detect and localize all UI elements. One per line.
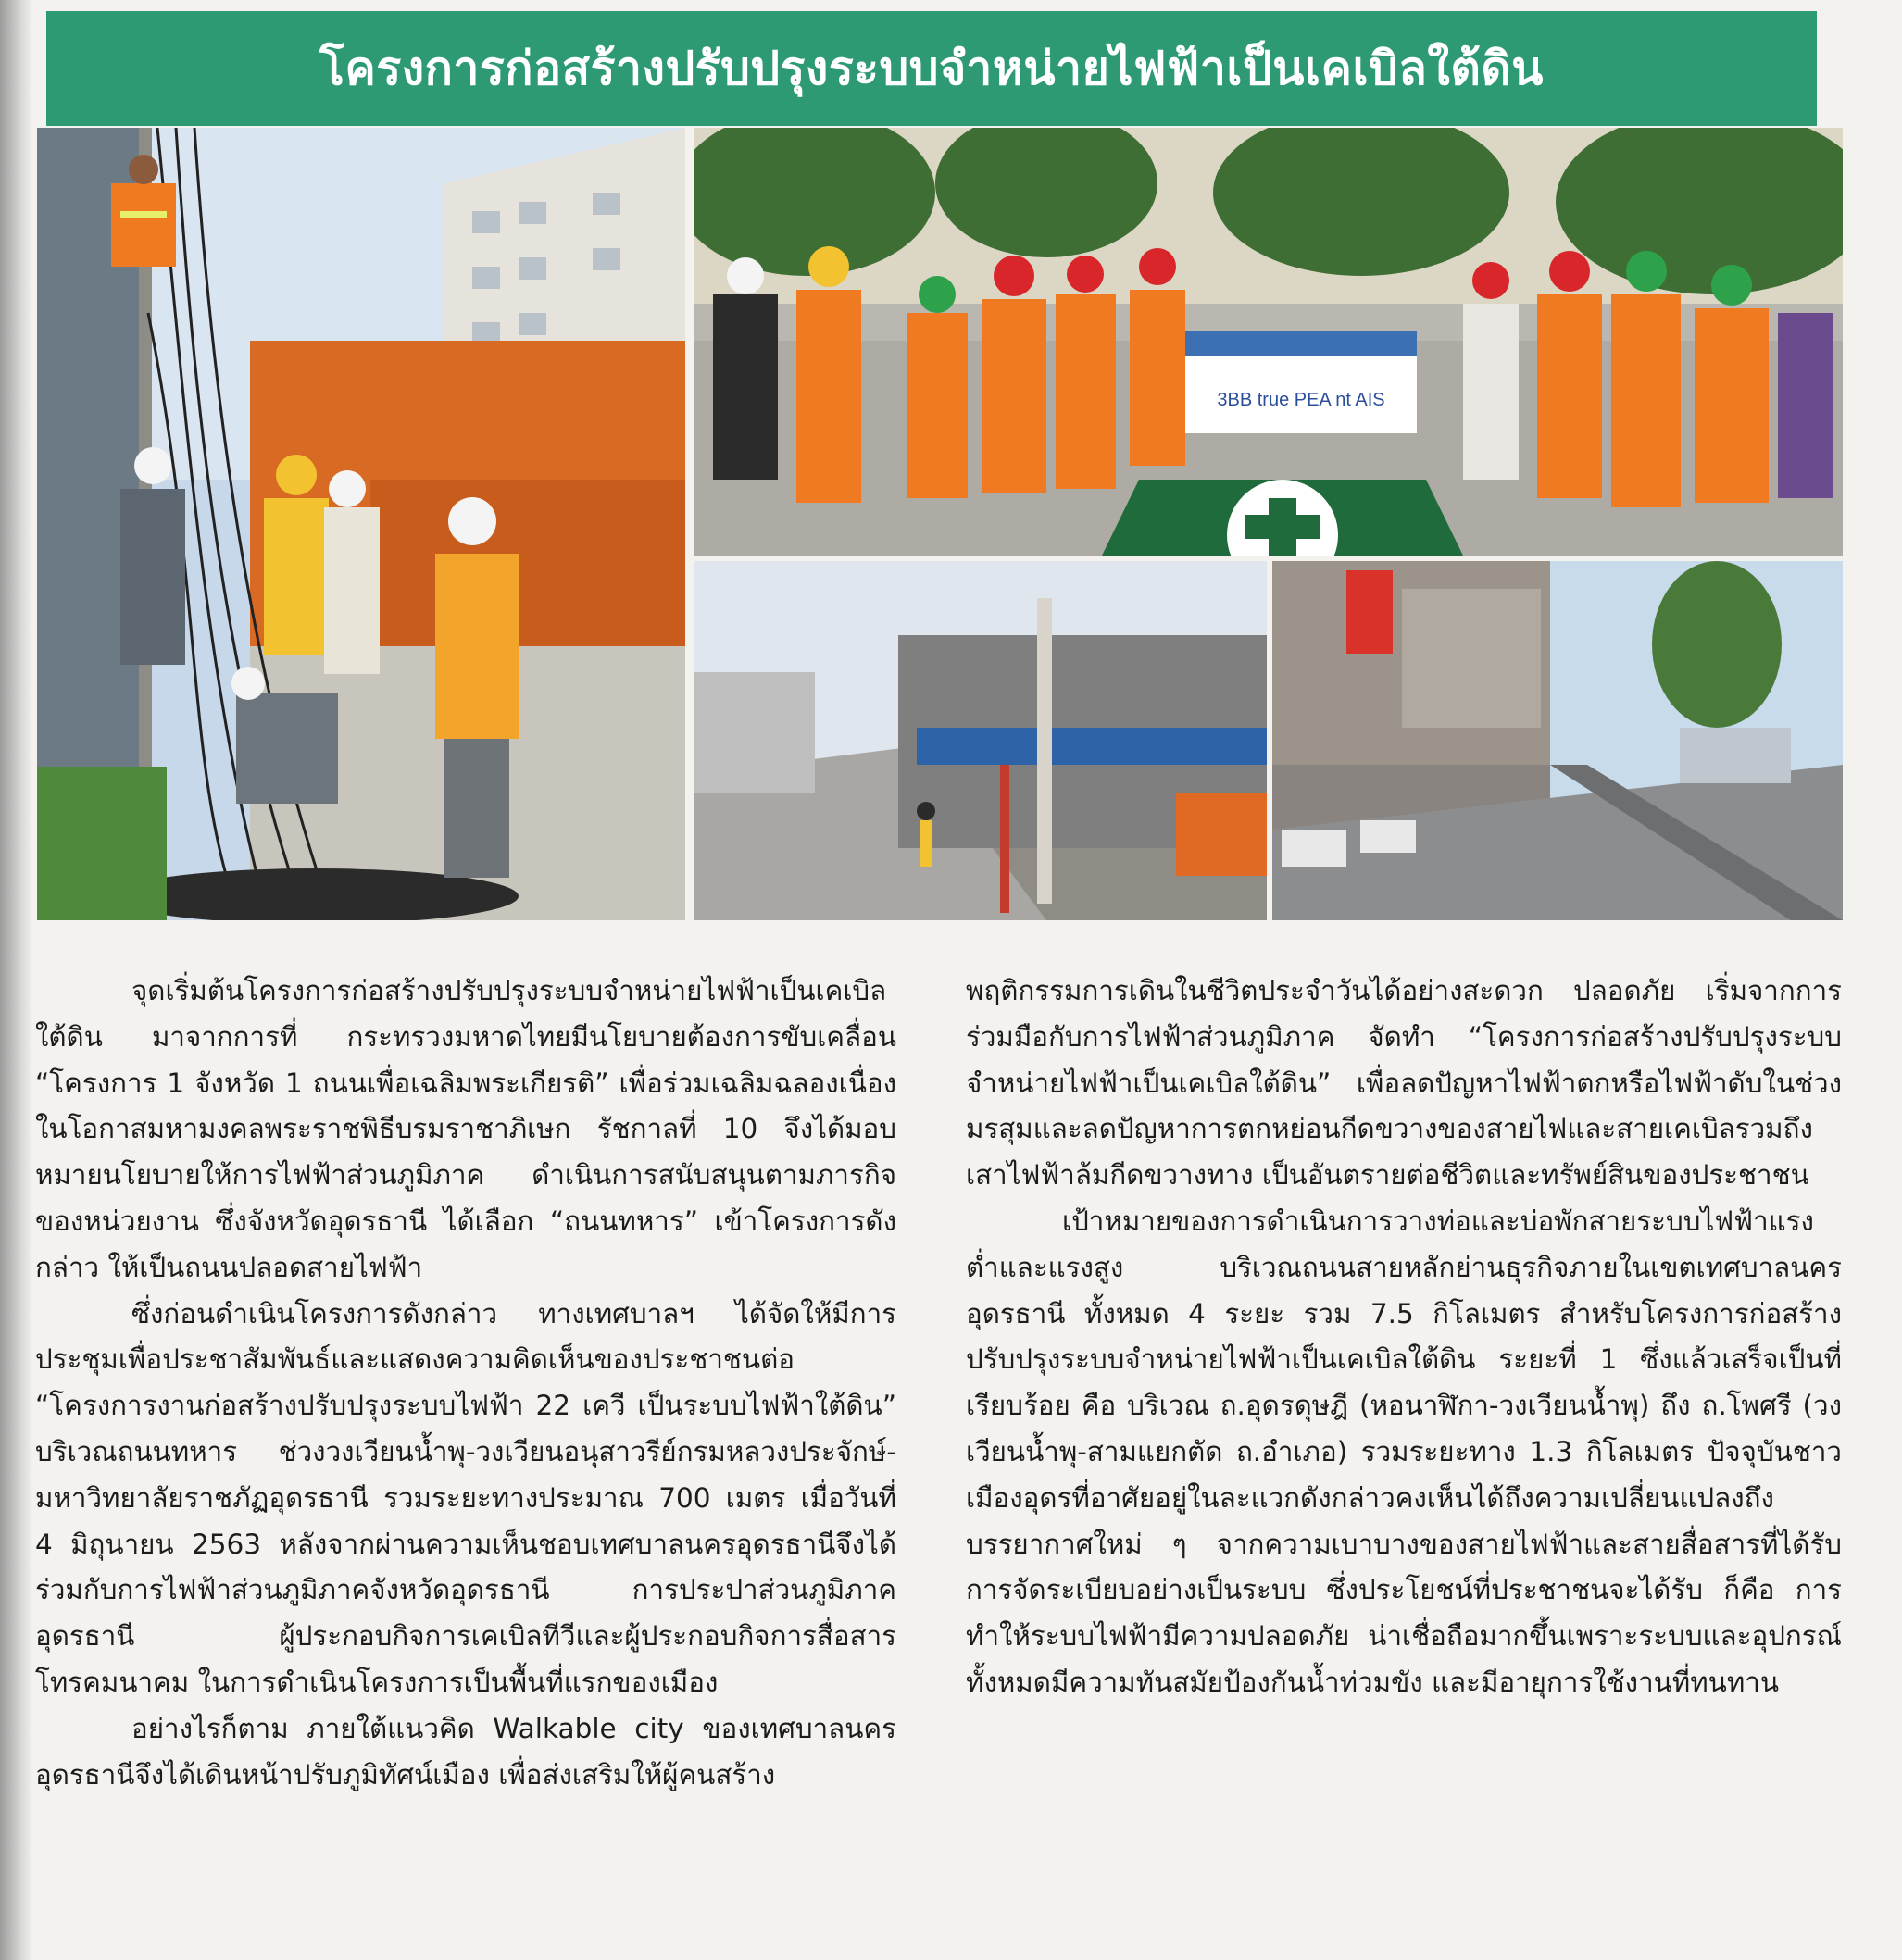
- page-title: โครงการก่อสร้างปรับปรุงระบบจำหน่ายไฟฟ้าเป็นเคเบิลใต้ดิน: [319, 41, 1544, 95]
- page-spine-shadow: [0, 0, 31, 1960]
- group-photo: [694, 128, 1843, 556]
- paragraph: พฤติกรรมการเดินในชีวิตประจำวันได้อย่างสะดวก ปลอดภัย เริ่มจากการร่วมมือกับการไฟฟ้าส่วนภูมิภาค จัดทำ “โครงการก่อสร้างปรับปรุงระบบจำหน่ายไฟฟ้าเป็นเคเบิลใต้ดิน” เพื่อลดปัญหาไฟฟ้าตกหรือไฟฟ้าดับในช่วงมรสุมและลดปัญหาการตกหย่อนกีดขวางของสายไฟและสายเคเบิลรวมถึงเสาไฟฟ้าล้มกีดขวางทาง เป็นอันตรายต่อชีวิตและทรัพย์สินของประชาชน: [966, 975, 1842, 1192]
- paragraph: ซึ่งก่อนดำเนินโครงการดังกล่าว ทางเทศบาลฯ ได้จัดให้มีการประชุมเพื่อประชาสัมพันธ์และแสดงความคิดเห็นของประชาชนต่อ “โครงการงานก่อสร้างปรับปรุงระบบไฟฟ้า 22 เควี เป็นระบบไฟฟ้าใต้ดิน” บริเวณถนนทหาร ช่วงวงเวียนน้ำพุ-วงเวียนอนุสาวรีย์กรมหลวงประจักษ์-มหาวิทยาลัยราชภัฏอุดรธานี รวมระยะทางประมาณ 700 เมตร เมื่อวันที่ 4 มิถุนายน 2563 หลังจากผ่านความเห็นชอบเทศบาลนครอุดรธานีจึงได้ร่วมกับการไฟฟ้าส่วนภูมิภาคจังหวัดอุดรธานี การประปาส่วนภูมิภาคอุดรธานี ผู้ประกอบกิจการเคเบิลทีวีและผู้ประกอบกิจการสื่อสารโทรคมนาคม ในการดำเนินโครงการเป็นพื้นที่แรกของเมือง: [35, 1297, 896, 1698]
- photo-clean-street: [1272, 561, 1843, 920]
- photo-group: [694, 128, 1843, 556]
- paragraph: จุดเริ่มต้นโครงการก่อสร้างปรับปรุงระบบจำหน่ายไฟฟ้าเป็นเคเบิลใต้ดิน มาจากการที่ กระทรวงมหาดไทยมีนโยบายต้องการขับเคลื่อน “โครงการ 1 จังหวัด 1 ถนนเพื่อเฉลิมพระเกียรติ” เพื่อร่วมเฉลิมฉลองเนื่องในโอกาสมหามงคลพระราชพิธีบรมราชาภิเษก รัชกาลที่ 10 จึงได้มอบหมายนโยบายให้การไฟฟ้าส่วนภูมิภาค ดำเนินการสนับสนุนตามภารกิจของหน่วยงาน ซึ่งจังหวัดอุดรธานี ได้เลือก “ถนนทหาร” เข้าโครงการดังกล่าว ให้เป็นถนนปลอดสายไฟฟ้า: [35, 975, 896, 1283]
- clean-street-photo: [1272, 561, 1843, 920]
- utility-workers-photo: [37, 128, 685, 920]
- photo-crew-working: [37, 128, 685, 920]
- street-pole-photo: [694, 561, 1267, 920]
- group-banner-text: 3BB true PEA nt AIS: [1217, 390, 1385, 410]
- paragraph: เป้าหมายของการดำเนินการวางท่อและบ่อพักสายระบบไฟฟ้าแรงต่ำและแรงสูง บริเวณถนนสายหลักย่านธุรกิจภายในเขตเทศบาลนครอุดรธานี ทั้งหมด 4 ระยะ รวม 7.5 กิโลเมตร สำหรับโครงการก่อสร้างปรับปรุงระบบจำหน่ายไฟฟ้าเป็นเคเบิลใต้ดิน ระยะที่ 1 ซึ่งแล้วเสร็จเป็นที่เรียบร้อย คือ บริเวณ ถ.อุดรดุษฎี (หอนาฬิกา-วงเวียนน้ำพุ) ถึง ถ.โพศรี (วงเวียนน้ำพุ-สามแยกตัด ถ.อำเภอ) รวมระยะทาง 1.3 กิโลเมตร ปัจจุบันชาวเมืองอุดรที่อาศัยอยู่ในละแวกดังกล่าวคงเห็นได้ถึงความเปลี่ยนแปลงถึงบรรยากาศใหม่ ๆ จากความเบาบางของสายไฟฟ้าและสายสื่อสารที่ได้รับการจัดระเบียบอย่างเป็นระบบ ซึ่งประโยชน์ที่ประชาชนจะได้รับ ก็คือ การทำให้ระบบไฟฟ้ามีความปลอดภัย น่าเชื่อถือมากขึ้นเพราะระบบและอุปกรณ์ทั้งหมดมีความทันสมัยป้องกันน้ำท่วมขัง และมีอายุการใช้งานที่ทนทาน: [966, 1205, 1842, 1698]
- paragraph: อย่างไรก็ตาม ภายใต้แนวคิด Walkable city ของเทศบาลนครอุดรธานีจึงได้เดินหน้าปรับภูมิทัศน์เมือง เพื่อส่งเสริมให้ผู้คนสร้าง: [35, 1712, 896, 1791]
- photo-street-pole: [694, 561, 1267, 920]
- title-banner: [46, 11, 1817, 126]
- article-column-1: [35, 968, 896, 1798]
- article-column-2: [966, 968, 1842, 1706]
